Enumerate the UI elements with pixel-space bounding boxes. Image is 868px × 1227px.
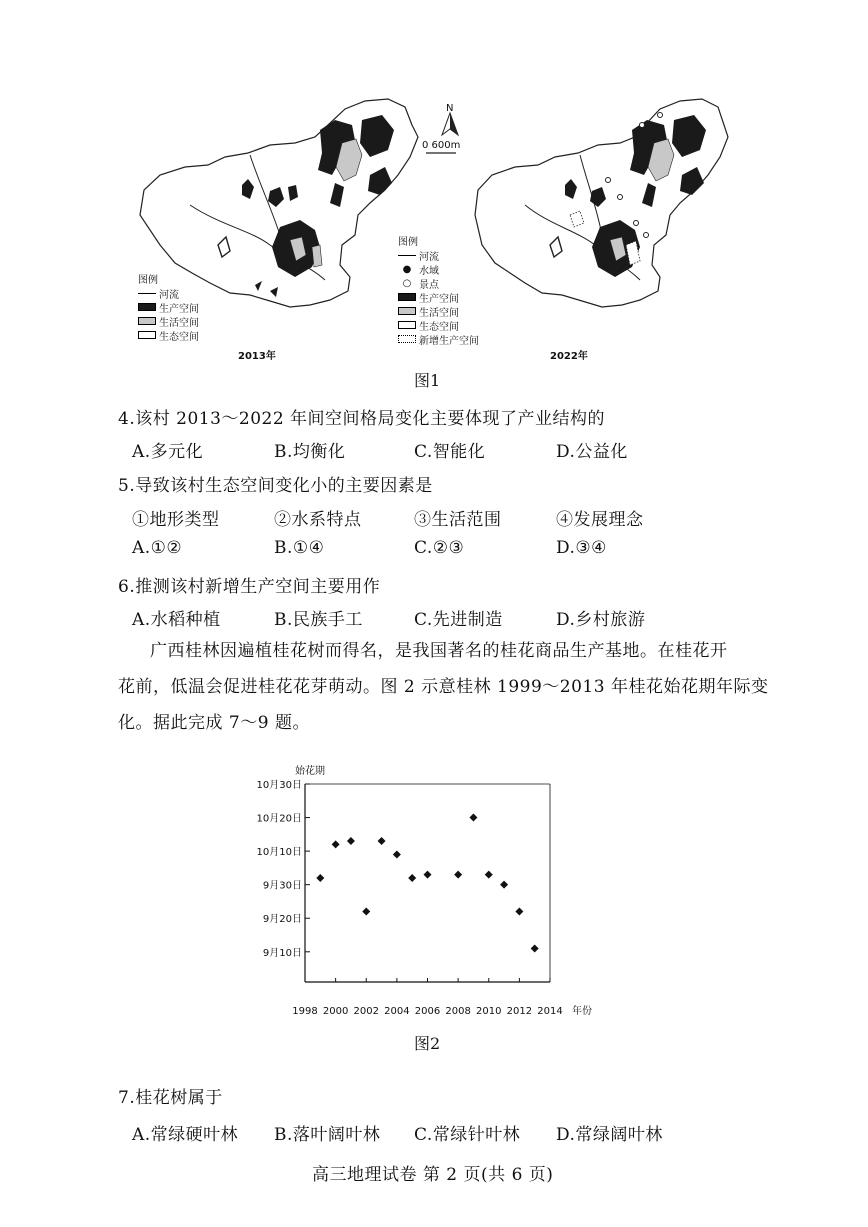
legend-label: 生态空间 [419, 321, 459, 333]
data-point [393, 850, 401, 858]
y-tick-label: 10月30日 [256, 780, 302, 791]
legend-2013 [138, 271, 199, 342]
option-a[interactable]: A.多元化 [132, 442, 204, 462]
data-point [424, 871, 432, 879]
y-tick-label: 9月20日 [262, 914, 302, 926]
option-c[interactable]: C.先进制造 [414, 610, 503, 630]
item-4: ④发展理念 [556, 510, 644, 530]
passage-line-2: 花前，低温会促进桂花花芽萌动。图 2 示意桂林 1999～2013 年桂花始花期年际变 [118, 677, 769, 697]
x-tick-label: 2012 [506, 1006, 533, 1017]
legend-label: 水域 [419, 265, 439, 277]
y-axis-title: 始花期 [295, 766, 325, 777]
legend-title: 图例 [138, 275, 158, 286]
option-c[interactable]: C.智能化 [414, 442, 486, 462]
figure-2-caption: 图2 [414, 1034, 441, 1053]
x-tick-label: 2006 [414, 1006, 441, 1017]
option-d[interactable]: D.③④ [556, 538, 607, 558]
data-point [408, 874, 416, 882]
question-7-stem: 7.桂花树属于 [118, 1088, 223, 1108]
legend-label: 生活空间 [419, 307, 459, 319]
scale-label: 0 600m [422, 140, 461, 151]
data-point [485, 871, 493, 879]
data-point [316, 874, 324, 882]
data-point [347, 837, 355, 845]
y-tick-label: 10月20日 [256, 813, 302, 825]
legend-label: 生产空间 [419, 293, 459, 305]
data-point [454, 871, 462, 879]
question-6-stem: 6.推测该村新增生产空间主要用作 [118, 577, 381, 597]
north-label: N [446, 103, 454, 114]
passage-line-1: 广西桂林因遍植桂花树而得名，是我国著名的桂花商品生产基地。在桂花开 [150, 641, 728, 661]
legend-title: 图例 [398, 237, 418, 248]
option-a[interactable]: A.常绿硬叶林 [132, 1125, 239, 1145]
option-b[interactable]: B.①④ [274, 538, 325, 558]
map-2022 [475, 99, 728, 307]
y-tick-label: 10月10日 [256, 847, 302, 859]
passage-line-3: 化。据此完成 7～9 题。 [118, 713, 310, 733]
data-point [531, 944, 539, 952]
x-tick-label: 2002 [353, 1006, 379, 1017]
legend-label: 河流 [419, 251, 439, 263]
x-tick-label: 1998 [292, 1006, 318, 1017]
item-3: ③生活范围 [414, 510, 502, 530]
x-tick-label: 2010 [476, 1006, 502, 1017]
y-tick-label: 9月10日 [262, 947, 302, 959]
option-d[interactable]: D.常绿阔叶林 [556, 1125, 663, 1145]
legend-label: 景点 [419, 279, 439, 291]
question-5-stem: 5.导致该村生态空间变化小的主要因素是 [118, 476, 433, 496]
figure-2 [230, 756, 630, 1026]
data-point [500, 881, 508, 889]
x-tick-label: 2000 [322, 1006, 349, 1017]
data-point [469, 814, 477, 822]
x-tick-label: 2004 [384, 1006, 410, 1017]
data-point [515, 908, 523, 916]
x-tick-label: 2008 [445, 1006, 471, 1017]
north-arrow-icon [442, 113, 458, 135]
y-tick-label: 9月30日 [262, 880, 302, 892]
data-point [378, 837, 386, 845]
option-a[interactable]: A.①② [132, 538, 183, 558]
legend-2022: 图例 河流 ● 水域 ○ 景点 生产空间 生活空间 生态空间 新增生产空间 [398, 233, 479, 346]
option-b[interactable]: B.落叶阔叶林 [274, 1125, 381, 1145]
option-d[interactable]: D.乡村旅游 [556, 610, 646, 630]
data-point [332, 840, 340, 848]
data-point [362, 908, 370, 916]
page-footer: 高三地理试卷 第 2 页(共 6 页) [312, 1165, 554, 1185]
map-year-2013: 2013年 [238, 351, 276, 362]
option-b[interactable]: B.民族手工 [274, 610, 363, 630]
map-year-2022: 2022年 [550, 351, 588, 362]
option-d[interactable]: D.公益化 [556, 442, 628, 462]
option-c[interactable]: C.②③ [414, 538, 465, 558]
question-4-stem: 4.该村 2013～2022 年间空间格局变化主要体现了产业结构的 [118, 409, 606, 429]
legend-label: 生态空间 [159, 331, 199, 343]
item-2: ②水系特点 [274, 510, 362, 530]
legend-label: 河流 [159, 289, 179, 301]
item-1: ①地形类型 [132, 510, 220, 530]
legend-label: 生产空间 [159, 303, 199, 315]
x-tick-label: 2014 [537, 1006, 563, 1017]
option-b[interactable]: B.均衡化 [274, 442, 346, 462]
figure-1 [130, 95, 730, 395]
legend-label: 生活空间 [159, 317, 199, 329]
x-axis-title: 年份 [572, 1006, 592, 1017]
option-c[interactable]: C.常绿针叶林 [414, 1125, 521, 1145]
option-a[interactable]: A.水稻种植 [132, 610, 221, 630]
flowering-date-chart [230, 756, 630, 1026]
legend-label: 新增生产空间 [419, 335, 479, 347]
figure-1-caption: 图1 [414, 371, 441, 390]
